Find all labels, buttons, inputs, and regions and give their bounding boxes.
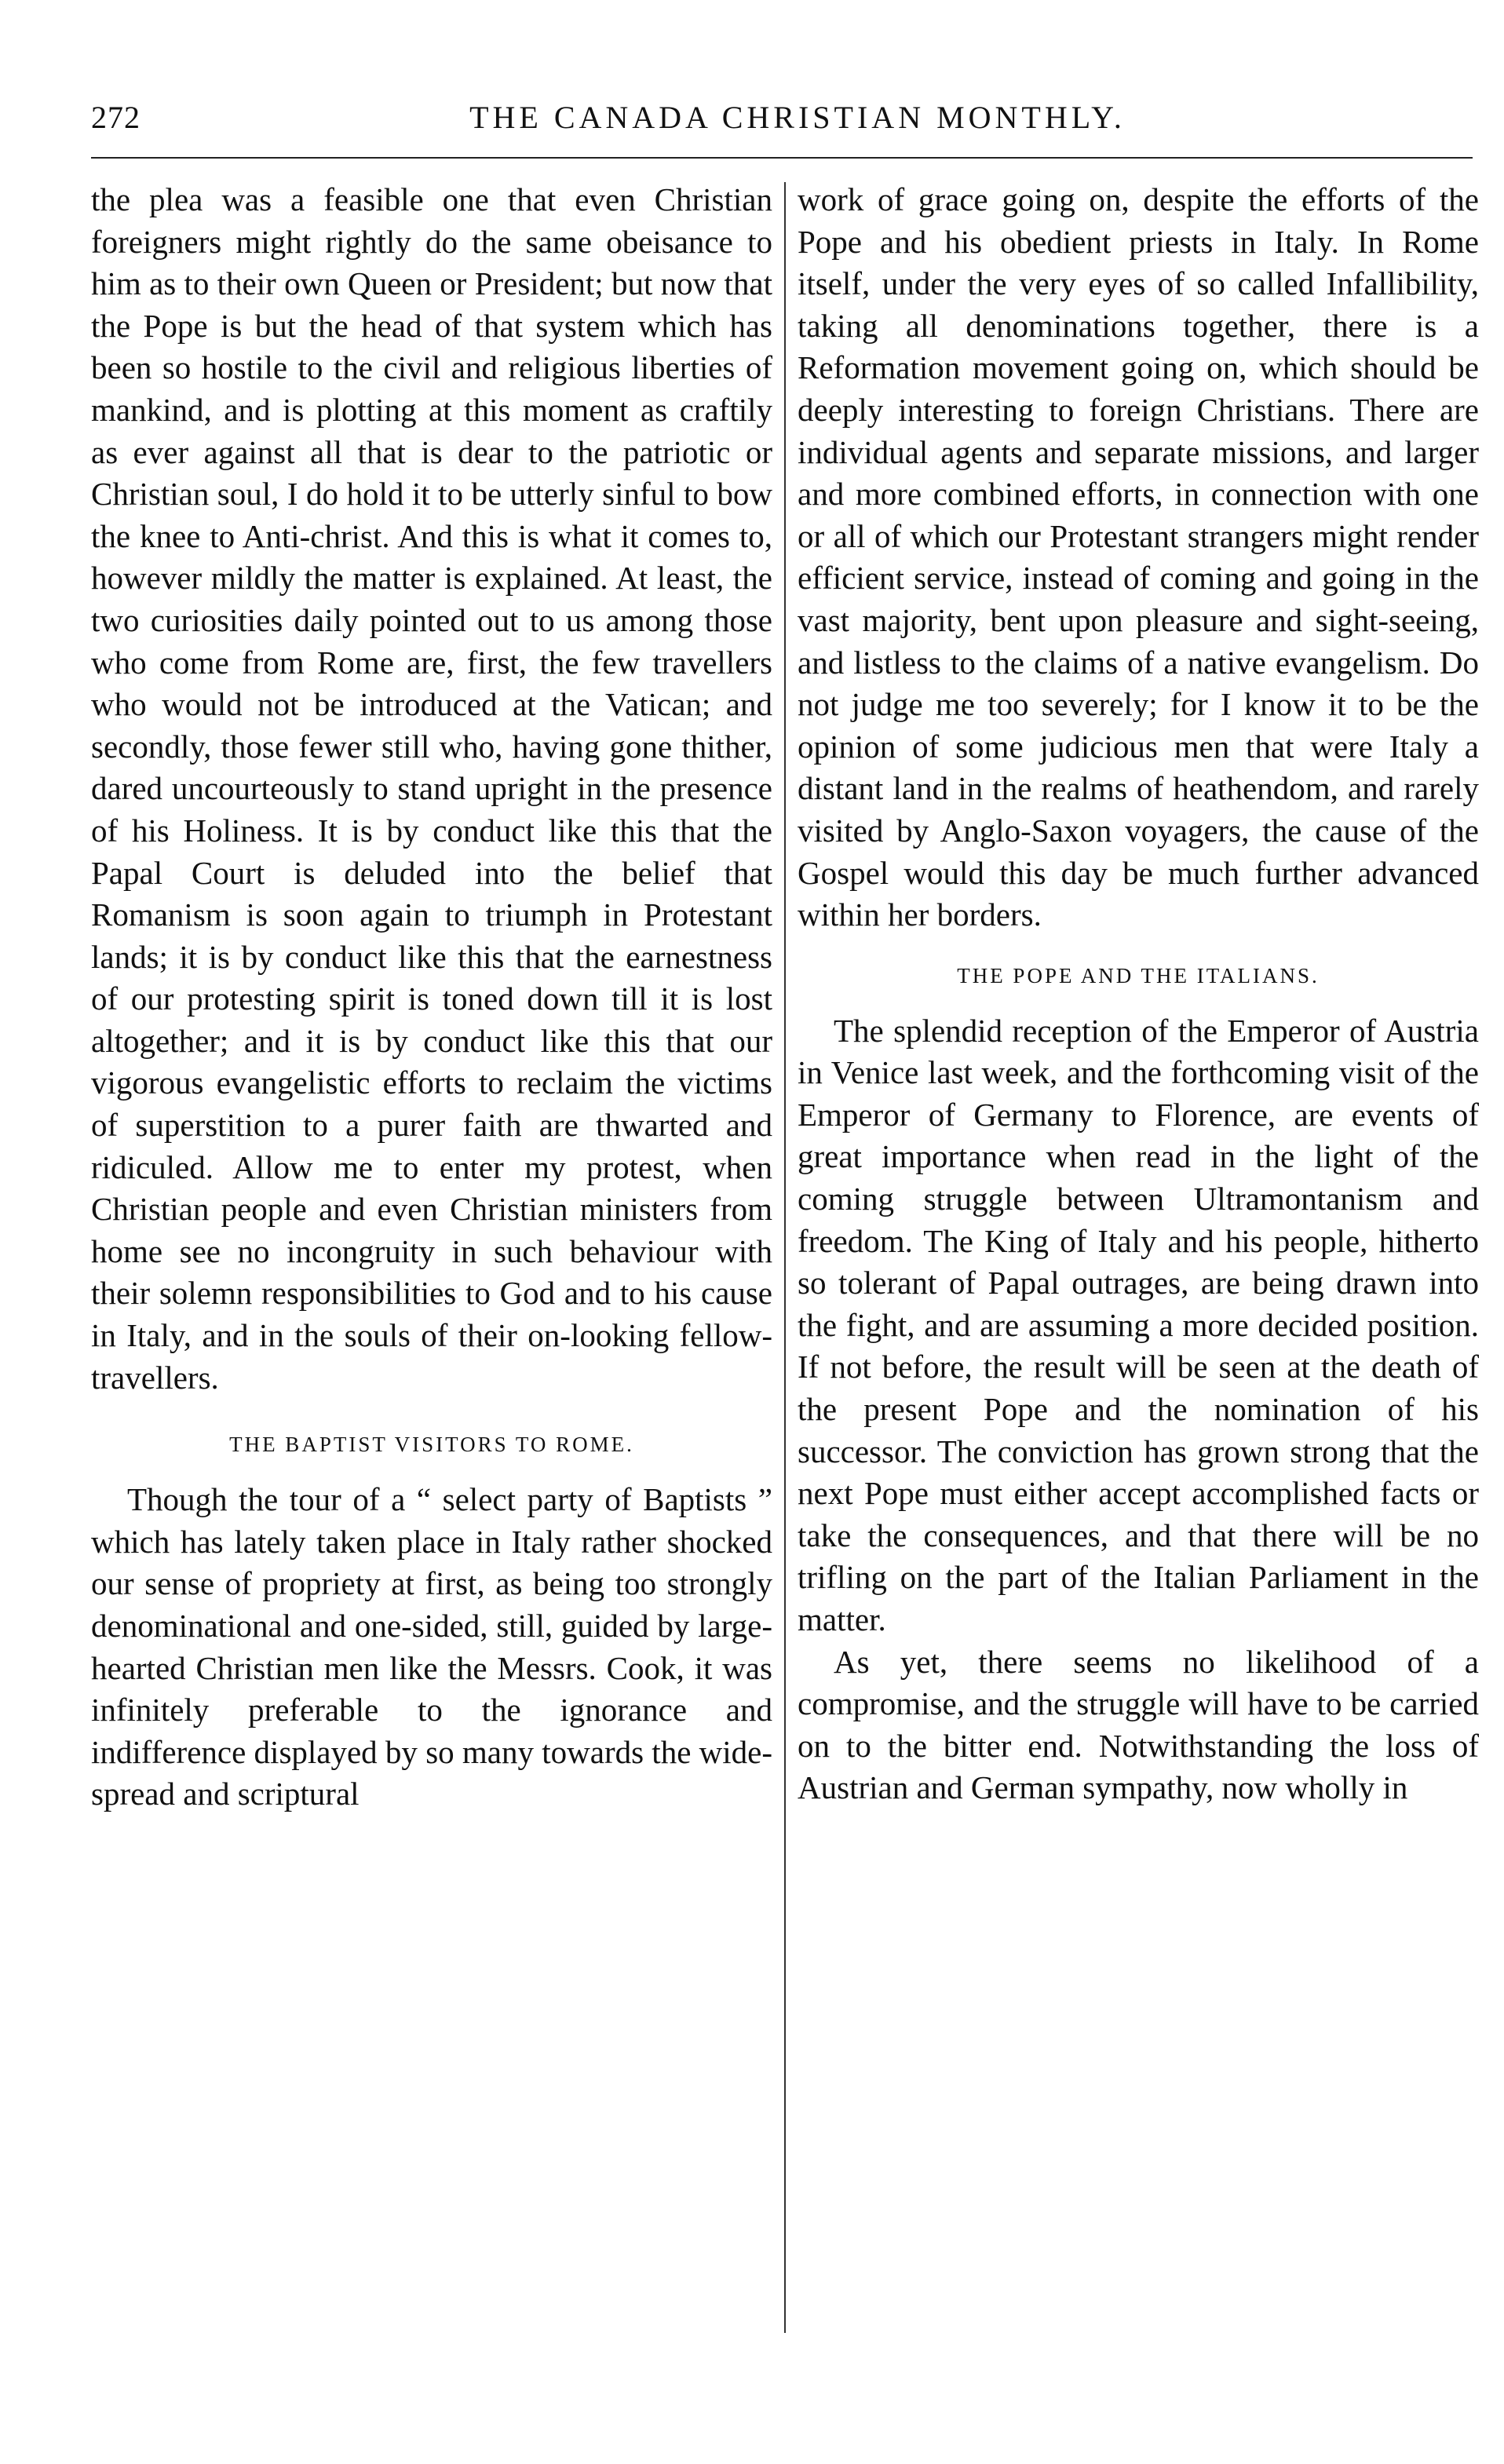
page-header [91,88,1473,143]
right-paragraph-continued: work of grace going on, despite the efforts of the Pope and his obedient priests in Italy. In Rome itself, under the very eyes of so called Infallibility, taking all denominations together, there is a Reformation movement going on, which should be deeply interesting to foreign Christians. There are individual agents and separate missions, and larger and more combined efforts, in connection with one or all of which our Protestant strangers might render efficient service, instead of coming and going in the vast majority, bent upon pleasure and sight-seeing, and listless to the claims of a native evangelism. Do not judge me too severely; for I know it to be the opinion of some judicious men that were Italy a distant land in the realms of heathendom, and rarely visited by Anglo-Saxon voyagers, the cause of the Gospel would this day be much further advanced within her borders. [798,181,1479,933]
right-paragraph-compromise: As yet, there seems no likelihood of a compromise, and the struggle will have to be carried on to the bitter end. Notwithstanding the loss of Austrian and German sympathy, now wholly in [798,1643,1479,1806]
left-column [91,179,772,2330]
column-divider [784,182,786,2333]
right-paragraph-reception: The splendid reception of the Emperor of Austria in Venice last week, and the forthcoming visit of the Emperor of Germany to Florence, are events of great importance when read in the light of the coming struggle between Ultramontanism and freedom. The King of Italy and his people, hitherto so tolerant of Papal outrages, are being drawn into the fight, and are assuming a more decided position. If not before, the result will be seen at the death of the present Pope and the nomination of his successor. The conviction has grown strong that the next Pope must either accept accomplished facts or take the consequences, and that there will be no trifling on the part of the Italian Parliament in the matter. [798,1012,1479,1637]
section-heading-baptist-visitors: THE BAPTIST VISITORS TO ROME. [229,1433,634,1457]
right-column [798,179,1479,2330]
left-paragraph-baptists: Though the tour of a “ select party of Baptists ” which has lately taken place in Italy rather shocked our sense of propriety at first, as being too strongly denominational and one-sided, still, guided by large-hearted Christian men like the Messrs. Cook, it was infinitely preferable to the ignorance and indifference displayed by so many towards the wide-spread and scriptural [91,1481,772,1812]
header-rule [91,157,1473,159]
page-number: 272 [91,100,141,135]
section-heading-pope-italians: THE POPE AND THE ITALIANS. [957,963,1320,987]
left-paragraph-continued: the plea was a feasible one that even Christian foreigners might rightly do the same obeisance to him as to their own Queen or President; but now that the Pope is but the head of that system which has been so hostile to the civil and religious liberties of mankind, and is plotting at this moment as craftily as ever against all that is dear to the patriotic or Christian soul, I do hold it to be utterly sinful to bow the knee to Anti-christ. And this is what it comes to, however mildly the matter is explained. At least, the two curiosities daily pointed out to us among those who come from Rome are, first, the few travellers who would not be introduced at the Vatican; and secondly, those fewer still who, having gone thither, dared uncourteously to stand upright in the presence of his Holiness. It is by conduct like this that the Papal Court is deluded into the belief that Romanism is soon again to triumph in Protestant lands; it is by conduct like this that the earnestness of our protesting spirit is toned down till it is lost altogether; and it is by conduct like this that our vigorous evangelistic efforts to reclaim the victims of superstition to a purer faith are thwarted and ridiculed. Allow me to enter my protest, when Christian people and even Christian ministers from home see no incongruity in such behaviour with their solemn responsibilities to God and to his cause in Italy, and in the souls of their on-looking fellow-travellers. [91,181,772,1396]
running-title: THE CANADA CHRISTIAN MONTHLY. [469,100,1126,135]
